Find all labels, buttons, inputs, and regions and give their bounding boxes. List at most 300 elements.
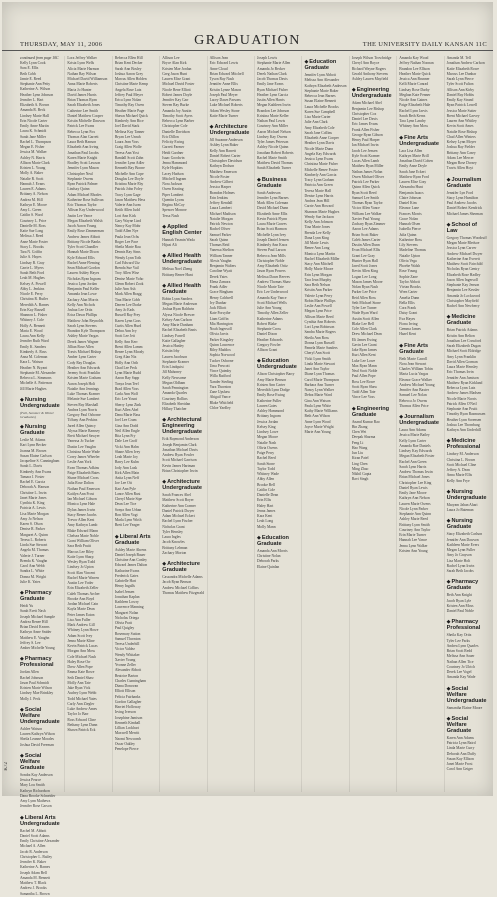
graduate-name: Amanda Ann Morris	[257, 548, 288, 553]
graduate-name: Kathryn E. Moore	[20, 202, 47, 207]
graduate-name: Amy Elizabeth Ortiz	[257, 264, 288, 268]
graduate-name: Drew Michael Dean	[351, 332, 382, 337]
graduate-name: Michael Madison	[209, 211, 236, 216]
graduate-name: Daniel Ryan Lewis	[399, 485, 428, 490]
graduate-name: Felicia Fairbanks	[114, 694, 141, 699]
graduate-name: Laura Ann Adams	[399, 428, 427, 432]
graduate-name: David Michael Dunn	[257, 206, 289, 211]
graduate-name: Carly Ann Ziegler	[67, 701, 95, 706]
graduate-name: Nicholas Grant	[162, 524, 185, 529]
graduate-name: Brenda Lee Kelly	[304, 230, 331, 235]
graduate-name: Barry Lee Kuhn	[114, 460, 139, 465]
graduate-name: Kristina Marie Keller	[257, 113, 289, 118]
graduate-name: Jonathan Lee Crawford	[446, 338, 482, 343]
section-heading-text: Business Graduate	[257, 176, 287, 189]
section-heading-text: Pharmacy Graduate	[20, 590, 52, 603]
graduate-name: Jun Liu	[351, 451, 364, 455]
section-title: GRADUATION	[194, 33, 301, 48]
graduate-name: Rebecca Jean Barnes	[304, 94, 336, 98]
graduate-name: Denise Lynn Harris	[304, 193, 334, 198]
graduate-name: Austin Scott Allen	[351, 316, 380, 321]
graduate-name: Teresa Ann Yost	[114, 150, 139, 155]
diamond-bullet-icon: ◆	[20, 656, 24, 663]
graduate-name: Diana Donovan	[114, 684, 139, 688]
graduate-name: Nicholas Ryan Gentry	[446, 267, 480, 272]
graduate-name: Wade Ryan Ward	[351, 311, 378, 316]
graduate-section	[447, 56, 489, 172]
diamond-bullet-icon: ◆	[446, 715, 451, 722]
graduate-name: Shannon L. Fisher	[20, 313, 48, 317]
graduate-name: Ashley Marie Ahrens	[114, 547, 147, 552]
graduate-name: Caleb James Carter	[351, 237, 381, 242]
graduate-name: Katherine Ann Everett	[446, 256, 480, 261]
graduate-name: Lindsay R. Gray	[20, 260, 45, 265]
graduate-name: Stephanie Kay Jenson	[446, 283, 480, 287]
graduate-name: Andrea Jean Hill	[304, 199, 330, 203]
graduate-name: Rachel Elizabeth Miller	[304, 256, 340, 261]
graduate-name: Sara Beth Pruitt	[67, 544, 91, 549]
graduate-name: Sophia Norwood	[209, 353, 235, 358]
graduate-name: Riley Maddox	[209, 348, 231, 352]
graduate-name: Daniel Scott Adams	[20, 833, 50, 838]
graduate-name: Lily Stevens	[399, 243, 418, 247]
graduate-name: Leslie M. Adams	[20, 438, 46, 443]
graduate-name: Jessica Lynn Jordan	[67, 281, 97, 286]
graduate-name: Regina McCoy	[162, 203, 185, 207]
graduate-name: Andrew Michael Young	[399, 382, 435, 387]
graduate-section	[115, 534, 157, 753]
graduate-name: Brian David Kearns	[20, 625, 50, 630]
graduate-name: Beth Marie Carroll	[399, 356, 428, 361]
graduate-name: Kristin Ann Belton	[446, 333, 475, 338]
graduate-section	[20, 590, 62, 651]
graduate-name: Danielle Davidson	[162, 129, 190, 134]
graduate-name: Sarah Frances Abel	[162, 493, 191, 497]
section-heading	[210, 124, 252, 136]
graduate-name: Patricia Ann Green	[304, 183, 333, 188]
graduate-section	[447, 222, 489, 310]
graduate-name: Richard Wayne Rogers	[351, 66, 386, 71]
graduate-name: Jacob Thomas Davis	[257, 77, 288, 81]
graduate-name: Samantha L. Brown	[20, 891, 50, 896]
graduate-name: Kara Kent	[257, 514, 273, 518]
graduate-name: Isabella Pierce	[399, 227, 421, 232]
graduate-name: Olivia Pratt	[114, 621, 132, 625]
graduate-name: Quentin Lyons	[162, 197, 185, 202]
graduate-name: Heather N. Bryant	[20, 365, 48, 370]
graduate-name: Lauren Elise Gray	[399, 180, 427, 184]
graduate-name: Andrew Michael Collins	[162, 585, 199, 590]
graduate-name: Kathleen Lowry	[114, 600, 139, 604]
section-heading-text: Engineering Undergraduate	[351, 87, 392, 100]
graduate-name: Rosemary Sutton	[114, 631, 141, 636]
graduate-name: Christopher Mayfield	[446, 298, 479, 303]
graduate-name: Hannah Olsen	[399, 222, 421, 226]
section-heading	[447, 438, 489, 450]
graduate-name: Brandon Lee Ellison	[399, 66, 430, 71]
graduate-name: Matthew T. Black	[20, 881, 47, 886]
graduate-name: Nolan Ryan Nash	[351, 285, 378, 289]
graduate-name: Anna Marie Roberts	[67, 82, 98, 87]
graduate-name: Ashley Lauren Mayfield	[351, 77, 389, 81]
diamond-bullet-icon: ◆	[446, 314, 451, 321]
section-heading-text: Architecture Undergraduate	[162, 479, 203, 491]
column	[65, 56, 112, 792]
graduate-name: Patricia Lynn Baird	[446, 741, 476, 745]
graduate-name: Gary Wayne Lind	[114, 218, 142, 223]
section-heading	[447, 579, 489, 591]
graduate-name: Todd Allen Tate	[351, 390, 376, 394]
graduate-name: Todd Allen Nye	[114, 229, 139, 234]
graduate-name: Sarah L. Davis	[20, 464, 43, 469]
graduate-name: Daniel Patrick Dwyer	[162, 508, 195, 513]
graduate-name: Emily Anne Martin	[20, 124, 49, 128]
graduate-name: Michelle A. Patterson	[20, 381, 53, 386]
graduate-name: Brian Scott Baker	[351, 232, 379, 237]
graduate-name: Tracy Lynn Gage	[114, 192, 141, 197]
graduate-name: Feng Li	[351, 440, 364, 445]
graduate-name: Frank Allen Fisher	[351, 127, 380, 132]
graduate-name: Kathleen Marie Evers	[446, 542, 480, 547]
graduate-name: Julie A. Hayes	[20, 255, 42, 260]
graduate-name: Paul Allen Pope	[351, 374, 376, 379]
graduate-name: Tucker Osborne	[209, 358, 234, 363]
graduate-name: Lindsey M. Anderson	[446, 452, 479, 457]
graduate-name: Vince Lee Voss	[351, 395, 375, 400]
graduate-name: Nicole Ann Gaines	[399, 98, 428, 102]
graduate-name: Joshua Lee Ortiz	[67, 308, 93, 312]
section-heading	[20, 590, 62, 602]
graduate-name: Jessica Harper	[209, 185, 232, 190]
graduate-name: Sarah Quinn	[209, 237, 229, 242]
graduate-name: Jessica Pearce	[20, 778, 41, 783]
graduate-name: Michelle Renee Foster	[304, 167, 338, 172]
graduate-name: Michael David Foster	[162, 82, 195, 87]
graduate-name: Ross Lee Rowe	[351, 379, 375, 384]
graduate-section	[67, 56, 109, 733]
graduate-name: Samuel Lee Smith	[351, 195, 380, 200]
section-heading	[447, 177, 489, 189]
section-heading-text: Applied English Center	[162, 223, 202, 236]
graduate-name: Amelia Dunn	[399, 295, 420, 300]
graduate-name: Karen Ann Adams	[446, 735, 474, 740]
graduate-name: Brian Patrick Adams	[446, 328, 478, 333]
graduate-name: Joseph Paul Meyer	[209, 92, 238, 97]
column	[18, 56, 65, 896]
graduate-name: Glenn Robert Zook	[114, 281, 144, 286]
graduate-name: Scott Michael Cline	[446, 462, 477, 467]
graduate-name: Kelsey Lynn Moyer	[446, 140, 477, 144]
graduate-name: Erica Dawn Phillips	[67, 313, 98, 318]
graduate-name: Daniel Lee Davis	[351, 117, 378, 121]
graduate-name: Noah Ingersoll	[209, 327, 232, 331]
newspaper-page	[2, 2, 493, 896]
graduate-name: Jessica Marie Bailey	[399, 433, 430, 438]
graduate-name: Heidi Yu	[20, 604, 34, 609]
graduate-name: Sarah Jane Collins	[304, 130, 332, 135]
graduate-name: Charles William Tobin	[399, 367, 433, 371]
graduate-name: Laura Lambert	[209, 206, 232, 211]
graduate-name: Anand Kumar Rao	[351, 419, 380, 424]
graduate-name: Lisa Ann Fuller	[67, 617, 91, 622]
graduate-name: Sarah Beth Kerns	[399, 113, 426, 118]
graduate-name: Mary Lou Smith	[20, 783, 45, 788]
graduate-name: Karen Sue Campbell	[304, 109, 336, 114]
graduate-name: Troy Allen Wise	[114, 271, 140, 276]
graduate-name: Michael James Sherman	[446, 211, 483, 216]
graduate-name: Andrea M. Hill	[20, 197, 43, 202]
graduate-name: Kathryn Dodson	[209, 164, 235, 169]
graduate-name: Heather Lynn Johnson	[20, 92, 54, 97]
graduate-name: Max Ryan Mann	[351, 363, 377, 368]
graduate-name: Sherry Lynn Zink	[114, 402, 142, 407]
section-heading-text: Fine Arts Undergraduate	[399, 134, 440, 147]
graduate-name: Emily Anne Doyle	[399, 164, 427, 169]
graduate-name: Bethany Lynn Dunn	[67, 722, 98, 727]
graduate-name: Brent Allen Lamm	[114, 344, 143, 349]
diamond-bullet-icon: ◆	[446, 176, 451, 183]
graduate-name: Joseph Daniel Jensen	[257, 237, 289, 242]
graduate-name: Marcus Lee Dunbar	[446, 71, 477, 76]
graduate-name: Stacy Ann Mitchell	[304, 262, 334, 266]
graduate-name: Sarah Lynn Pierce	[446, 77, 474, 81]
graduate-name: Matthew Ryan Miller	[351, 164, 384, 169]
graduate-name: Cole Allen Clark	[351, 327, 377, 331]
graduate-name: Tiffany Ann Perkins	[67, 418, 98, 423]
section-heading-text: Social Welfare Graduate	[20, 752, 45, 771]
graduate-name: Jill Suzanne Anderson	[209, 138, 243, 142]
graduate-name: Jennifer Kay Carr	[162, 98, 189, 102]
graduate-name: Jacob Aaron Young	[67, 224, 97, 228]
graduate-name: Rachel Ann Green	[399, 459, 427, 464]
graduate-name: Derek Lee Vogel	[446, 670, 472, 674]
graduate-columns	[18, 56, 491, 896]
graduate-name: Allison Marie Reed	[304, 314, 334, 319]
graduate-name: Natalie Ann Jennings	[67, 386, 99, 391]
graduate-name: Chad Lee Peck	[114, 365, 138, 370]
graduate-name: Jacob Lee Jensen	[351, 148, 378, 153]
diamond-bullet-icon: ◆	[446, 579, 451, 586]
graduate-name: Nicholas Ortega	[114, 615, 139, 620]
graduate-name: Kate Forsythe	[209, 311, 231, 316]
graduate-name: Nicole E. Perry	[20, 292, 43, 296]
graduate-name: Sarah Elizabeth Turner	[257, 166, 292, 171]
graduate-name: Lindsey Farrell	[162, 333, 185, 338]
graduate-name: Heather Marie Quick	[399, 71, 431, 76]
graduate-name: Beth Ann Knight	[446, 593, 472, 598]
graduate-name: Kristen Ann Moss	[446, 603, 474, 608]
graduate-section	[210, 56, 252, 119]
graduate-name: Julie Ann Clark	[304, 120, 328, 125]
graduate-name: Erin Lindquist	[162, 365, 184, 369]
graduate-name: Sara E. Ellis	[20, 66, 39, 71]
graduate-name: Lindsay Rose Darby	[399, 87, 430, 92]
graduate-name: Andrew J. Brooks	[20, 886, 47, 891]
section-heading-text: Architecture Undergraduate	[209, 124, 250, 136]
graduate-name: Matthew E. Vaughn	[20, 635, 50, 640]
graduate-name: Kari Ann Pyle	[114, 486, 136, 491]
graduate-name: Leslie Ann York	[67, 460, 92, 465]
graduate-name: Adam Michael Abel	[351, 101, 382, 106]
graduate-name: Jill Marie Hughes	[20, 386, 47, 391]
graduate-name: Drew Allen Pope	[67, 665, 93, 669]
graduate-name: Greg Alan Nix	[114, 355, 137, 360]
graduate-name: Rachel Lynn Jarvis	[399, 108, 428, 113]
graduate-name: Ashley Marie Reed	[399, 517, 428, 522]
graduate-name: Mason James Moore	[351, 279, 383, 284]
graduate-name: Bryce Alan Kirk	[162, 61, 187, 66]
graduate-name: Joseph Wilson Trowbridge	[351, 56, 392, 60]
graduate-name: Charles Cunningham	[114, 678, 147, 683]
graduate-name: Sheila Kay Ortiz	[446, 633, 472, 638]
column	[208, 56, 255, 792]
graduate-name: Donna M. Wright	[20, 574, 47, 579]
graduate-name: Hannah Marie Dixon	[67, 250, 99, 255]
graduate-name: Joanna M. Brown	[20, 448, 47, 453]
graduate-name: Krista Lynn Wells	[67, 61, 95, 66]
graduate-name: Kevin Allen King	[351, 269, 379, 274]
graduate-name: Brittany Lehman	[162, 545, 188, 550]
graduate-name: Bradley Scott Lawson	[67, 161, 101, 165]
graduate-name: Garrett Farmer	[162, 145, 185, 150]
graduate-name: Ivy Dunbar	[209, 300, 227, 305]
graduate-name: Shane Allen Ivey	[114, 449, 141, 454]
graduate-name: Jason Matthew Hess	[114, 197, 146, 202]
graduate-name: Dana Marie Bass	[114, 413, 141, 417]
graduate-section	[447, 619, 489, 680]
section-heading-text: Education Undergraduate	[257, 358, 297, 371]
graduate-name: Bin Zhang	[351, 424, 368, 429]
graduate-name: Greg Jason Hunt	[162, 71, 188, 76]
graduate-name: Cody Ray Douglas	[67, 360, 96, 365]
graduate-name: Sonya Ann Urban	[114, 507, 142, 512]
graduate-name: Brittany A. Nelson	[20, 192, 48, 197]
diamond-bullet-icon: ◆	[162, 223, 167, 230]
graduate-name: Benjamin Walters	[209, 264, 236, 268]
graduate-name: Emily Christine Alexander	[20, 839, 60, 844]
graduate-name: Amy Marie Benson	[257, 377, 287, 382]
graduate-name: Barbara Ann Turner	[304, 382, 334, 387]
graduate-name: Jennifer Lynn Barnes	[257, 195, 289, 200]
graduate-name: Angela Kay Edwards	[304, 151, 336, 156]
section-heading	[162, 224, 204, 236]
graduate-name: Janet Marie Frost	[446, 762, 473, 766]
graduate-name: Christine L. Irwin	[20, 490, 47, 495]
graduate-name: Nicole Marie Dunn	[304, 146, 334, 151]
graduate-name: Hillary Thatcher	[162, 407, 187, 411]
graduate-name: Daniel Dixon	[257, 332, 278, 337]
graduate-name: Pamela Marie Sanders	[304, 346, 338, 350]
graduate-name: Frederick Gates	[114, 573, 139, 578]
graduate-name: Brittany Renee Hunt	[162, 272, 193, 277]
graduate-name: Uma Prescott	[209, 363, 230, 368]
graduate-name: Rachel M. Abbott	[20, 828, 47, 833]
graduate-name: Paul Quigley	[114, 626, 135, 631]
graduate-name: Kevin Scott Ames	[446, 124, 474, 129]
column	[350, 56, 397, 792]
graduate-name: Roger Lee Pace	[114, 239, 139, 244]
graduate-name: Alyssa Nicole Brewer	[162, 312, 195, 317]
graduate-name: Molly Ann Tate	[67, 680, 91, 685]
graduate-name: Molly A. Baker	[20, 171, 44, 176]
graduate-name: Nathan Ray Wilson	[67, 71, 97, 76]
graduate-name: Marla Lynn Wirth	[114, 518, 142, 522]
graduate-name: Angela Rose Lutz	[114, 87, 142, 92]
graduate-name: Christine Nolan	[257, 554, 281, 558]
graduate-name: Craig Allen Wolfe	[114, 145, 142, 150]
graduate-name: Joyce Marie Wright	[304, 424, 334, 429]
graduate-name: Jennifer L. Hart	[20, 97, 44, 102]
graduate-name: Tyler Scott Fulton	[446, 82, 474, 87]
graduate-name: Parker Lee Price	[351, 290, 377, 295]
graduate-name: Benjamin Lee Bishop	[351, 106, 385, 111]
graduate-section	[20, 397, 62, 419]
section-heading-text: Pharmacy Professional	[20, 656, 54, 669]
graduate-section	[162, 253, 204, 278]
graduate-name: Daniel Kim	[399, 201, 417, 205]
graduate-name: Benjamin Isaacs	[399, 190, 424, 195]
graduate-name: Gregory Thomas Woodruff	[446, 235, 487, 240]
graduate-name: Whitney J. Cole	[20, 318, 44, 323]
graduate-name: Seth Michael Stone	[351, 300, 381, 305]
graduate-name: Anne Marie Foster	[20, 239, 48, 244]
graduate-name: Travis Allen Hoyt	[446, 166, 474, 171]
section-heading-text: Nursing Graduate	[20, 424, 46, 437]
graduate-name: Laura Jo Bateman	[446, 508, 474, 512]
graduate-name: Heidi Gardner	[162, 150, 184, 155]
graduate-name: Scott Alan Vincent	[67, 570, 96, 575]
diamond-bullet-icon: ◆	[446, 488, 451, 495]
graduate-name: Lindsey Lowe	[257, 430, 279, 434]
graduate-name: Eleanor Grace Walker	[399, 377, 432, 382]
graduate-name: Jill Marie Lewis	[304, 241, 329, 245]
graduate-name: Wendy Lynn Toth	[114, 255, 142, 260]
graduate-name: Jacob Ryan Benson	[162, 580, 192, 585]
graduate-name: Hao Wang	[351, 445, 368, 450]
section-heading	[20, 397, 62, 409]
graduate-name: Olivia Jarvis	[209, 332, 229, 337]
graduate-name: Robin Marie Phillips	[304, 298, 336, 303]
graduate-name: Laura Marie Graves	[257, 222, 287, 226]
graduate-name: Nancy Lynn Walker	[304, 388, 334, 392]
diamond-bullet-icon: ◆	[446, 518, 451, 525]
graduate-name: Vicki Lynn Smith	[304, 356, 331, 361]
graduate-name: Nathan Paul Emerson	[67, 486, 100, 491]
graduate-name: Jared Allen Quincy	[67, 423, 96, 428]
graduate-name: Tyler Lee Parks	[446, 638, 470, 643]
graduate-name: Sarah Stone	[257, 461, 275, 466]
graduate-name: Kenneth Kimball	[114, 720, 141, 725]
graduate-name: Stephanie Marie Baker	[304, 88, 339, 93]
graduate-name: Jennifer Rose Carson	[20, 804, 52, 809]
graduate-name: Allison Grant	[257, 348, 278, 352]
graduate-name: Natalie Morgan	[209, 216, 233, 221]
graduate-name: Rachel Oliver	[209, 227, 231, 232]
graduate-name: Brett Lee Yeager	[114, 523, 140, 528]
graduate-name: Heather Ann Edwards	[67, 365, 100, 370]
graduate-name: Amy Jo Grayson	[446, 553, 472, 558]
graduate-name: Amber Lynn Carter	[67, 355, 97, 360]
graduate-name: Amanda Jo Lockwood	[446, 293, 481, 298]
graduate-name: Michael David Williamson	[67, 77, 108, 81]
graduate-name: Andrea Lynn Norris	[67, 407, 98, 412]
graduate-name: Hannah Lee Vance	[399, 538, 428, 543]
graduate-name: Luke Lee Lowe	[351, 358, 376, 363]
graduate-name: Logan Lee Long	[351, 274, 377, 279]
graduate-name: Mia Harrington	[209, 321, 233, 326]
graduate-name: Emily Rose Zimmerman	[67, 229, 104, 234]
graduate-section	[162, 283, 204, 413]
